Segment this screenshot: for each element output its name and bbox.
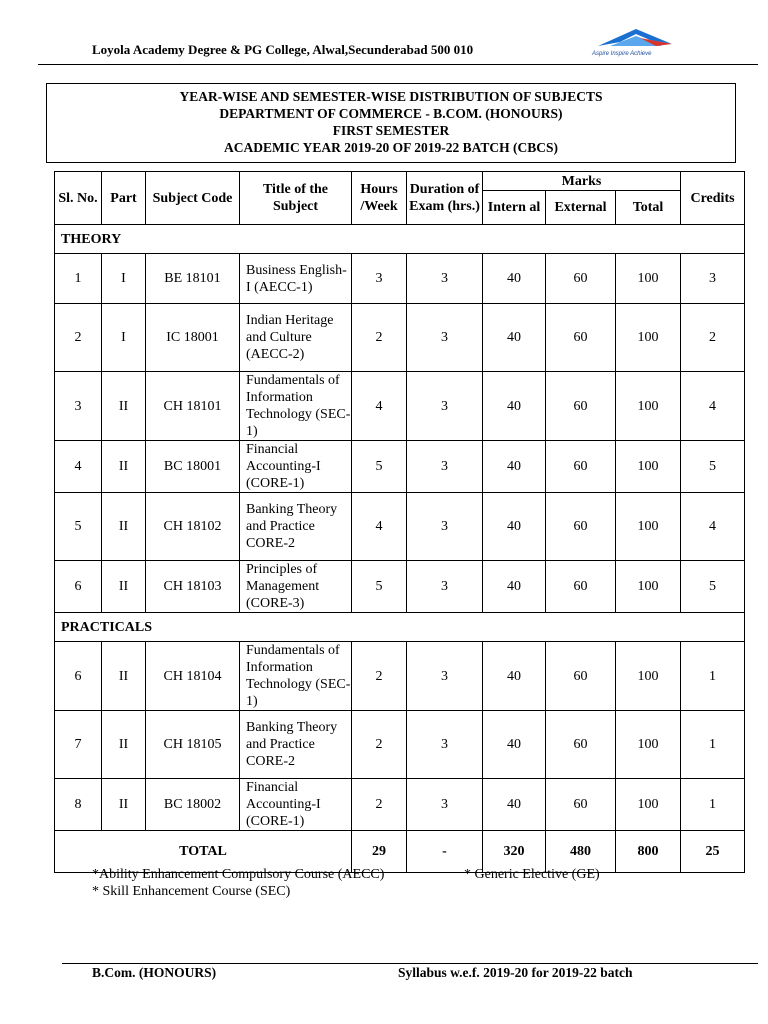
cell-hours: 5	[352, 561, 407, 613]
section-theory: THEORY	[55, 225, 745, 254]
cell-part: II	[102, 493, 146, 561]
cell-sl: 6	[55, 642, 102, 711]
total-total: 800	[616, 831, 681, 873]
header-credits: Credits	[681, 172, 745, 225]
cell-external: 60	[546, 642, 616, 711]
title-box	[46, 83, 736, 163]
cell-credits: 2	[681, 304, 745, 372]
cell-external: 60	[546, 441, 616, 493]
table-row	[55, 372, 745, 441]
cell-part: II	[102, 441, 146, 493]
cell-internal: 40	[483, 304, 546, 372]
footer-syllabus: Syllabus w.e.f. 2019-20 for 2019-22 batch	[398, 965, 633, 980]
cell-sl: 6	[55, 561, 102, 613]
total-hours: 29	[352, 831, 407, 873]
cell-title: Financial Accounting-I (CORE-1)	[240, 779, 352, 831]
cell-title: Indian Heritage and Culture (AECC-2)	[240, 304, 352, 372]
college-header: Loyola Academy Degree & PG College, Alwal,Secunderabad 500 010	[92, 42, 474, 57]
cell-total: 100	[616, 642, 681, 711]
header-rule	[38, 64, 758, 65]
cell-hours: 4	[352, 493, 407, 561]
note-ge: * Generic Elective (GE)	[464, 867, 600, 882]
total-internal: 320	[483, 831, 546, 873]
header-part: Part	[102, 172, 146, 225]
table-row	[55, 561, 745, 613]
cell-title: Financial Accounting-I (CORE-1)	[240, 441, 352, 493]
cell-code: BE 18101	[146, 254, 240, 304]
cell-code: CH 18104	[146, 642, 240, 711]
cell-credits: 1	[681, 711, 745, 779]
footnotes	[92, 866, 600, 900]
table-row	[55, 304, 745, 372]
cell-sl: 3	[55, 372, 102, 441]
college-logo	[590, 26, 682, 60]
cell-code: CH 18102	[146, 493, 240, 561]
table-row	[55, 642, 745, 711]
cell-hours: 5	[352, 441, 407, 493]
title-line-1: YEAR-WISE AND SEMESTER-WISE DISTRIBUTION OF SUBJECTS	[179, 89, 603, 104]
cell-total: 100	[616, 779, 681, 831]
logo-tagline: Aspire Inspire Achieve	[592, 51, 652, 57]
title-line-2: DEPARTMENT OF COMMERCE - B.COM. (HONOURS)	[219, 106, 563, 121]
cell-title: Banking Theory and Practice CORE-2	[240, 493, 352, 561]
cell-hours: 4	[352, 372, 407, 441]
logo-icon	[590, 26, 682, 52]
cell-credits: 1	[681, 779, 745, 831]
cell-duration: 3	[407, 441, 483, 493]
header-total: Total	[616, 191, 681, 225]
cell-duration: 3	[407, 561, 483, 613]
cell-credits: 4	[681, 493, 745, 561]
table-row	[55, 711, 745, 779]
cell-sl: 2	[55, 304, 102, 372]
cell-total: 100	[616, 254, 681, 304]
cell-total: 100	[616, 493, 681, 561]
cell-duration: 3	[407, 711, 483, 779]
cell-title: Fundamentals of Information Technology (SEC-1)	[240, 372, 352, 441]
cell-code: CH 18103	[146, 561, 240, 613]
total-label: TOTAL	[55, 831, 352, 873]
header-title: Title of the Subject	[240, 172, 352, 225]
cell-part: II	[102, 711, 146, 779]
table-row	[55, 779, 745, 831]
header-code: Subject Code	[146, 172, 240, 225]
cell-sl: 4	[55, 441, 102, 493]
cell-credits: 5	[681, 441, 745, 493]
cell-code: CH 18101	[146, 372, 240, 441]
footer-rule	[62, 963, 758, 964]
cell-code: BC 18002	[146, 779, 240, 831]
cell-sl: 7	[55, 711, 102, 779]
cell-title: Fundamentals of Information Technology (SEC-1)	[240, 642, 352, 711]
cell-internal: 40	[483, 561, 546, 613]
cell-hours: 2	[352, 304, 407, 372]
cell-code: BC 18001	[146, 441, 240, 493]
table-row	[55, 254, 745, 304]
cell-external: 60	[546, 561, 616, 613]
cell-part: II	[102, 779, 146, 831]
cell-credits: 4	[681, 372, 745, 441]
cell-duration: 3	[407, 779, 483, 831]
cell-part: I	[102, 254, 146, 304]
cell-title: Principles of Management (CORE-3)	[240, 561, 352, 613]
cell-internal: 40	[483, 441, 546, 493]
cell-duration: 3	[407, 372, 483, 441]
cell-title: Business English-I (AECC-1)	[240, 254, 352, 304]
cell-external: 60	[546, 493, 616, 561]
cell-hours: 3	[352, 254, 407, 304]
header-sl: Sl. No.	[55, 172, 102, 225]
total-duration: -	[407, 831, 483, 873]
header-hours: Hours /Week	[352, 172, 407, 225]
cell-code: CH 18105	[146, 711, 240, 779]
cell-internal: 40	[483, 254, 546, 304]
footer-course: B.Com. (HONOURS)	[92, 965, 217, 980]
cell-duration: 3	[407, 254, 483, 304]
cell-internal: 40	[483, 372, 546, 441]
cell-external: 60	[546, 779, 616, 831]
table-row	[55, 493, 745, 561]
cell-hours: 2	[352, 711, 407, 779]
subjects-table	[54, 171, 745, 873]
cell-duration: 3	[407, 642, 483, 711]
cell-part: I	[102, 304, 146, 372]
cell-internal: 40	[483, 711, 546, 779]
total-credits: 25	[681, 831, 745, 873]
cell-total: 100	[616, 304, 681, 372]
cell-hours: 2	[352, 779, 407, 831]
cell-external: 60	[546, 254, 616, 304]
cell-part: II	[102, 642, 146, 711]
cell-credits: 5	[681, 561, 745, 613]
cell-code: IC 18001	[146, 304, 240, 372]
cell-internal: 40	[483, 642, 546, 711]
cell-sl: 1	[55, 254, 102, 304]
cell-credits: 3	[681, 254, 745, 304]
header-external: External	[546, 191, 616, 225]
note-aecc: *Ability Enhancement Compulsory Course (AECC)	[92, 867, 385, 882]
cell-internal: 40	[483, 493, 546, 561]
title-line-4: ACADEMIC YEAR 2019-20 OF 2019-22 BATCH (CBCS)	[224, 140, 558, 155]
cell-duration: 3	[407, 304, 483, 372]
cell-credits: 1	[681, 642, 745, 711]
note-sec: * Skill Enhancement Course (SEC)	[92, 884, 291, 899]
cell-external: 60	[546, 372, 616, 441]
cell-part: II	[102, 561, 146, 613]
cell-total: 100	[616, 441, 681, 493]
cell-duration: 3	[407, 493, 483, 561]
title-line-3: FIRST SEMESTER	[332, 123, 450, 138]
cell-sl: 8	[55, 779, 102, 831]
cell-external: 60	[546, 711, 616, 779]
cell-sl: 5	[55, 493, 102, 561]
cell-total: 100	[616, 711, 681, 779]
header-marks: Marks	[483, 172, 681, 191]
table-row	[55, 441, 745, 493]
cell-title: Banking Theory and Practice CORE-2	[240, 711, 352, 779]
total-external: 480	[546, 831, 616, 873]
cell-external: 60	[546, 304, 616, 372]
section-practicals: PRACTICALS	[55, 613, 745, 642]
header-duration: Duration of Exam (hrs.)	[407, 172, 483, 225]
cell-internal: 40	[483, 779, 546, 831]
cell-part: II	[102, 372, 146, 441]
cell-total: 100	[616, 561, 681, 613]
cell-hours: 2	[352, 642, 407, 711]
cell-total: 100	[616, 372, 681, 441]
header-internal: Intern al	[483, 191, 546, 225]
